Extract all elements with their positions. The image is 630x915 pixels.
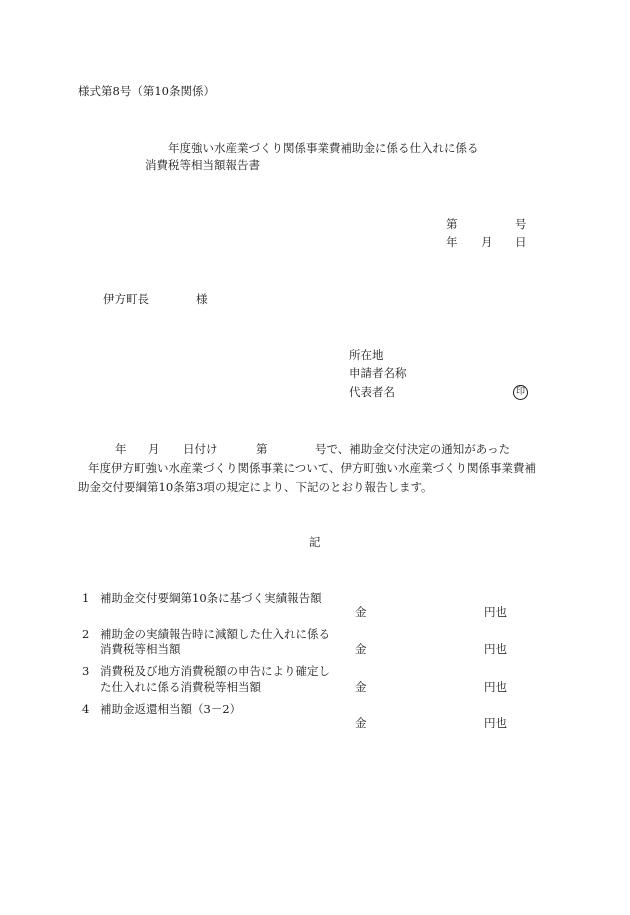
item-en: 円也	[484, 642, 507, 656]
item-en: 円也	[484, 716, 507, 730]
item-text: 消費税及び地方消費税額の申告により確定し	[100, 664, 330, 678]
body-dated: 日付け	[183, 442, 218, 456]
form-number: 様式第8号（第10条関係）	[78, 84, 215, 98]
item-en: 円也	[484, 680, 507, 694]
item-text-cont: た仕入れに係る消費税等相当額	[100, 680, 261, 694]
date-month: 月	[481, 235, 493, 249]
addressee-honorific: 様	[196, 292, 208, 306]
ki-heading: 記	[309, 535, 321, 549]
item-kin: 金	[355, 716, 367, 730]
applicant-rep-label: 代表者名	[349, 385, 395, 399]
item-kin: 金	[355, 605, 367, 619]
date-day: 日	[515, 235, 527, 249]
body-year: 年	[115, 442, 127, 456]
body-line2: 年度伊方町強い水産業づくり関係事業について、伊方町強い水産業づくり関係事業費補	[88, 461, 537, 475]
item-text-cont: 消費税等相当額	[100, 642, 181, 656]
document-title-line2: 消費税等相当額報告書	[145, 158, 260, 172]
date-year: 年	[446, 235, 458, 249]
applicant-name-label: 申請者名称	[349, 366, 407, 380]
item-number: 4	[82, 702, 90, 716]
doc-number-dai: 第	[446, 217, 458, 231]
applicant-address-label: 所在地	[349, 348, 384, 362]
seal-mark: 印	[513, 385, 528, 400]
item-kin: 金	[355, 642, 367, 656]
item-number: 3	[82, 664, 90, 678]
body-dai: 第	[256, 442, 268, 456]
doc-number-go: 号	[515, 217, 527, 231]
body-month: 月	[148, 442, 160, 456]
item-number: 1	[82, 591, 90, 605]
item-number: 2	[82, 627, 90, 641]
addressee-name: 伊方町長	[103, 292, 149, 306]
item-text: 補助金交付要綱第10条に基づく実績報告額	[100, 591, 322, 605]
body-notice: 号で、補助金交付決定の通知があった	[315, 442, 511, 456]
body-line3: 助金交付要綱第10条第3項の規定により、下記のとおり報告します。	[78, 480, 433, 494]
item-kin: 金	[355, 680, 367, 694]
document-title-line1: 年度強い水産業づくり関係事業費補助金に係る仕入れに係る	[168, 141, 479, 155]
item-text: 補助金の実績報告時に減額した仕入れに係る	[100, 627, 330, 641]
item-en: 円也	[484, 605, 507, 619]
item-text: 補助金返還相当額（3－2）	[100, 702, 242, 716]
